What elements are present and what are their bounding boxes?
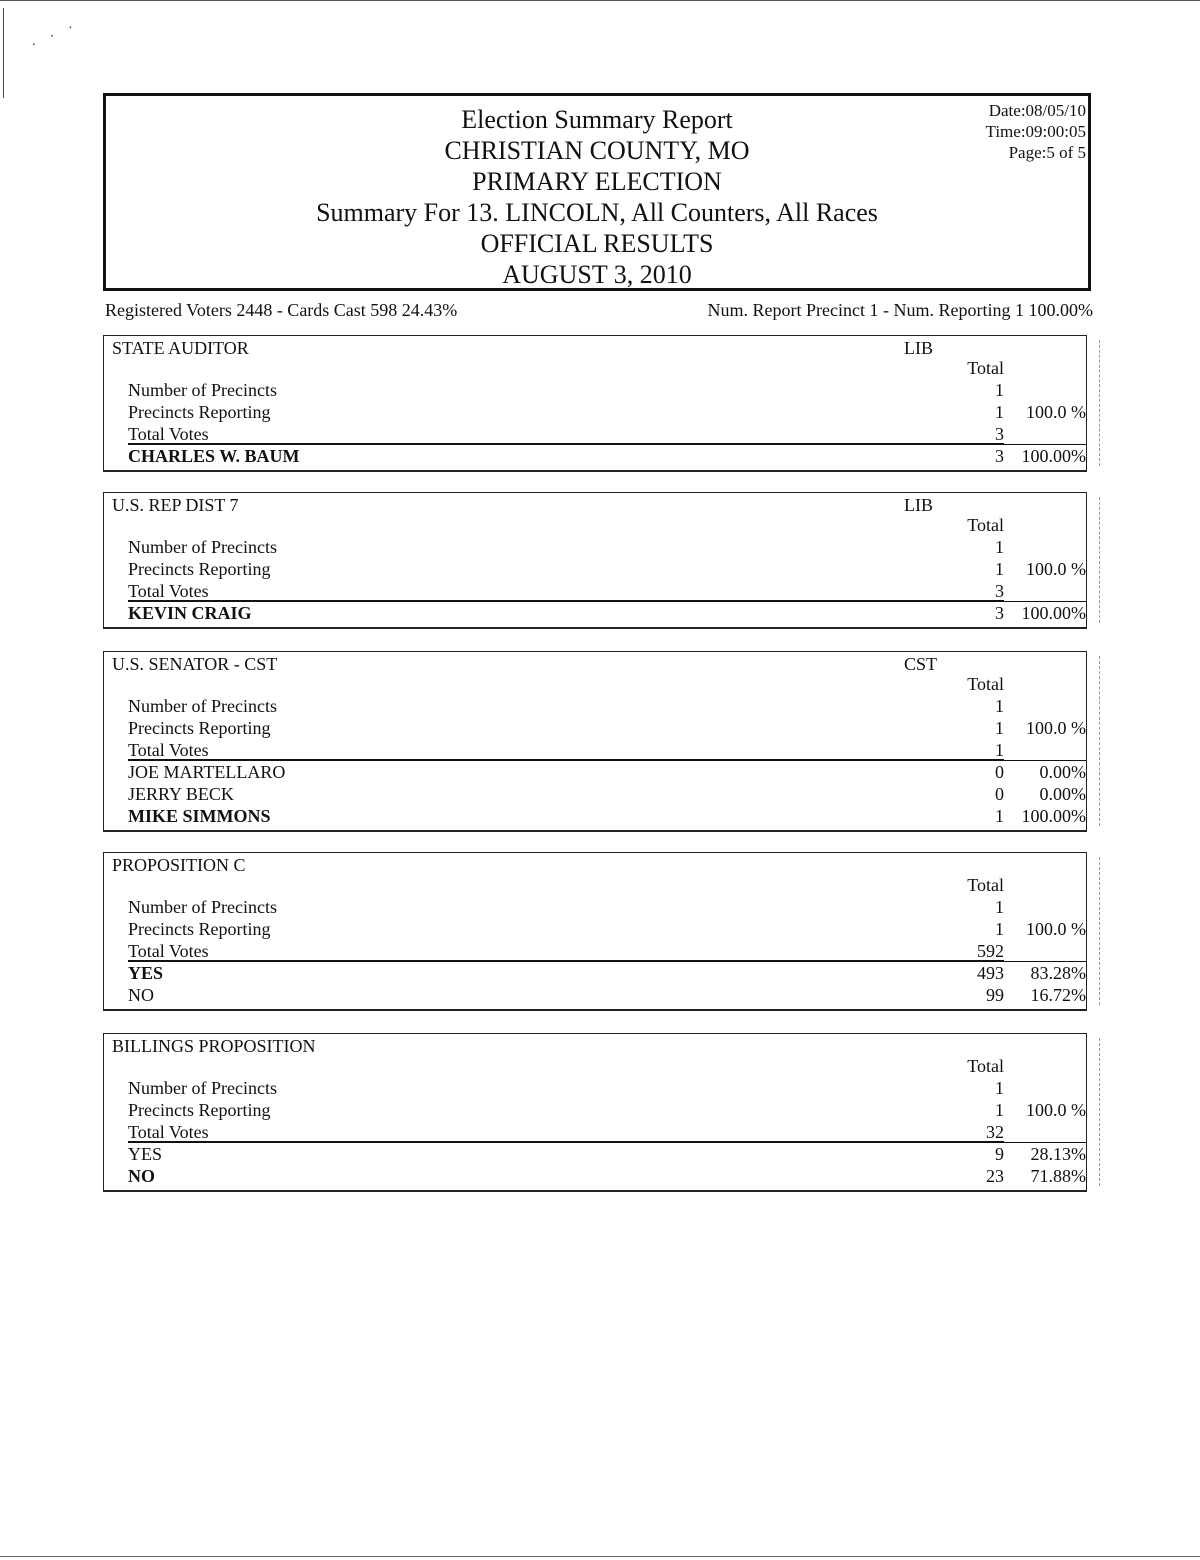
total-votes-row-label: Total Votes xyxy=(128,424,209,444)
report-header xyxy=(103,93,1091,291)
precincts-reporting-row xyxy=(104,559,1086,581)
candidate-row-percent: 100.00% xyxy=(1021,446,1086,466)
candidate-row xyxy=(104,603,1086,625)
precincts-reporting-row-label: Precincts Reporting xyxy=(128,559,271,579)
candidate-row-percent: 71.88% xyxy=(1030,1166,1086,1186)
precincts-reporting-row-total: 1 xyxy=(995,402,1004,422)
candidate-row-label: KEVIN CRAIG xyxy=(128,603,252,623)
number-of-precincts-row-label: Number of Precincts xyxy=(128,1078,277,1098)
candidate-row-total: 0 xyxy=(995,762,1004,782)
candidate-row-total: 9 xyxy=(995,1144,1004,1164)
precincts-reporting-row-percent: 100.0 % xyxy=(1026,919,1086,939)
candidate-row-total: 0 xyxy=(995,784,1004,804)
candidate-row xyxy=(104,985,1086,1007)
number-of-precincts-row-label: Number of Precincts xyxy=(128,696,277,716)
precincts-reporting-row-label: Precincts Reporting xyxy=(128,718,271,738)
title-line: AUGUST 3, 2010 xyxy=(502,260,692,289)
candidate-row-label: YES xyxy=(128,963,164,983)
report-time: Time:09:00:05 xyxy=(985,122,1086,141)
summary-line xyxy=(105,300,1093,324)
precincts-reporting-row xyxy=(104,402,1086,424)
candidate-row-total: 23 xyxy=(986,1166,1004,1186)
scan-specks: · · · xyxy=(29,17,82,54)
candidates-divider xyxy=(128,444,1086,445)
candidate-row xyxy=(104,963,1086,985)
title-line: CHRISTIAN COUNTY, MO xyxy=(444,136,750,165)
candidate-row-total: 3 xyxy=(995,603,1004,623)
number-of-precincts-row xyxy=(104,537,1086,559)
candidate-row-total: 99 xyxy=(986,985,1004,1005)
scan-edge-top xyxy=(0,0,1200,7)
scan-box-edge xyxy=(1099,340,1100,466)
candidate-row-label: MIKE SIMMONS xyxy=(128,806,271,826)
party-label: CST xyxy=(904,654,938,674)
title-line: Election Summary Report xyxy=(461,105,733,134)
precincts-reporting-row-total: 1 xyxy=(995,718,1004,738)
report-title xyxy=(106,104,1088,290)
number-of-precincts-row xyxy=(104,380,1086,402)
precincts-reporting-row-total: 1 xyxy=(995,559,1004,579)
precincts-reporting-row-percent: 100.0 % xyxy=(1026,1100,1086,1120)
number-of-precincts-row-total: 1 xyxy=(995,380,1004,400)
scan-edge-bottom xyxy=(0,1556,1200,1557)
race-box xyxy=(103,492,1087,629)
precincts-reporting-row-total: 1 xyxy=(995,919,1004,939)
precincts-reporting-row-label: Precincts Reporting xyxy=(128,919,271,939)
candidate-row xyxy=(104,762,1086,784)
precincts-reporting-row-label: Precincts Reporting xyxy=(128,1100,271,1120)
total-votes-row-total: 3 xyxy=(995,424,1004,444)
candidate-row-label: NO xyxy=(128,1166,155,1186)
number-of-precincts-row xyxy=(104,1078,1086,1100)
candidate-row-label: JOE MARTELLARO xyxy=(128,762,286,782)
precincts-reporting-row-total: 1 xyxy=(995,1100,1004,1120)
number-of-precincts-row-label: Number of Precincts xyxy=(128,380,277,400)
total-votes-row-label: Total Votes xyxy=(128,740,209,760)
number-of-precincts-row-label: Number of Precincts xyxy=(128,537,277,557)
total-column-header: Total xyxy=(967,515,1004,535)
race-title: U.S. REP DIST 7 xyxy=(112,495,239,515)
candidate-row xyxy=(104,1144,1086,1166)
total-votes-row-label: Total Votes xyxy=(128,581,209,601)
precincts-reporting-row-percent: 100.0 % xyxy=(1026,718,1086,738)
number-of-precincts-row-total: 1 xyxy=(995,1078,1004,1098)
candidate-row-percent: 28.13% xyxy=(1030,1144,1086,1164)
race-title: STATE AUDITOR xyxy=(112,338,249,358)
candidate-row-percent: 100.00% xyxy=(1021,806,1086,826)
candidate-row-label: YES xyxy=(128,1144,163,1164)
candidates-divider xyxy=(128,961,1086,962)
total-column-header: Total xyxy=(967,358,1004,378)
precincts-reporting-row-label: Precincts Reporting xyxy=(128,402,271,422)
candidate-row xyxy=(104,784,1086,806)
candidate-row-percent: 0.00% xyxy=(1039,784,1086,804)
title-line: OFFICIAL RESULTS xyxy=(480,229,714,258)
scan-edge-left xyxy=(3,8,6,98)
scan-box-edge xyxy=(1099,497,1100,623)
total-column-header: Total xyxy=(967,1056,1004,1076)
race-title: PROPOSITION C xyxy=(112,855,246,875)
title-line: PRIMARY ELECTION xyxy=(472,167,722,196)
race-box xyxy=(103,335,1087,472)
report-date: Date:08/05/10 xyxy=(988,101,1086,120)
precincts-reporting-row-percent: 100.0 % xyxy=(1026,559,1086,579)
precinct-reporting-summary: Num. Report Precinct 1 - Num. Reporting 1 100.00% xyxy=(707,300,1093,320)
party-label: LIB xyxy=(904,495,933,515)
candidate-row xyxy=(104,1166,1086,1188)
total-column-header: Total xyxy=(967,674,1004,694)
candidates-divider xyxy=(128,601,1086,602)
total-votes-row-total: 3 xyxy=(995,581,1004,601)
candidate-row-percent: 100.00% xyxy=(1021,603,1086,623)
race-box xyxy=(103,651,1087,832)
race-title: BILLINGS PROPOSITION xyxy=(112,1036,316,1056)
candidate-row-percent: 16.72% xyxy=(1030,985,1086,1005)
number-of-precincts-row-total: 1 xyxy=(995,696,1004,716)
total-votes-row-total: 1 xyxy=(995,740,1004,760)
candidate-row xyxy=(104,446,1086,468)
total-votes-row-total: 32 xyxy=(986,1122,1004,1142)
registered-voters-summary: Registered Voters 2448 - Cards Cast 598 24.43% xyxy=(105,300,458,320)
number-of-precincts-row-label: Number of Precincts xyxy=(128,897,277,917)
number-of-precincts-row-total: 1 xyxy=(995,897,1004,917)
precincts-reporting-row-percent: 100.0 % xyxy=(1026,402,1086,422)
candidate-row-total: 493 xyxy=(977,963,1004,983)
scan-box-edge xyxy=(1099,857,1100,1005)
total-votes-row-label: Total Votes xyxy=(128,1122,209,1142)
candidates-divider xyxy=(128,1142,1086,1143)
candidate-row-label: JERRY BECK xyxy=(128,784,234,804)
precincts-reporting-row xyxy=(104,718,1086,740)
race-title: U.S. SENATOR - CST xyxy=(112,654,278,674)
candidate-row-total: 1 xyxy=(995,806,1004,826)
candidates-divider xyxy=(128,760,1086,761)
report-page: Page:5 of 5 xyxy=(1008,143,1086,162)
candidate-row-label: NO xyxy=(128,985,154,1005)
candidate-row-label: CHARLES W. BAUM xyxy=(128,446,300,466)
precincts-reporting-row xyxy=(104,1100,1086,1122)
party-label: LIB xyxy=(904,338,933,358)
precincts-reporting-row xyxy=(104,919,1086,941)
number-of-precincts-row xyxy=(104,897,1086,919)
race-box xyxy=(103,852,1087,1011)
title-line: Summary For 13. LINCOLN, All Counters, All Races xyxy=(316,198,878,227)
scan-box-edge xyxy=(1099,656,1100,826)
race-box xyxy=(103,1033,1087,1192)
candidate-row-total: 3 xyxy=(995,446,1004,466)
candidate-row-percent: 0.00% xyxy=(1039,762,1086,782)
number-of-precincts-row-total: 1 xyxy=(995,537,1004,557)
candidate-row-percent: 83.28% xyxy=(1030,963,1086,983)
candidate-row xyxy=(104,806,1086,828)
scan-box-edge xyxy=(1099,1038,1100,1186)
total-votes-row-label: Total Votes xyxy=(128,941,209,961)
total-votes-row-total: 592 xyxy=(977,941,1004,961)
total-column-header: Total xyxy=(967,875,1004,895)
report-meta xyxy=(986,100,1086,163)
number-of-precincts-row xyxy=(104,696,1086,718)
